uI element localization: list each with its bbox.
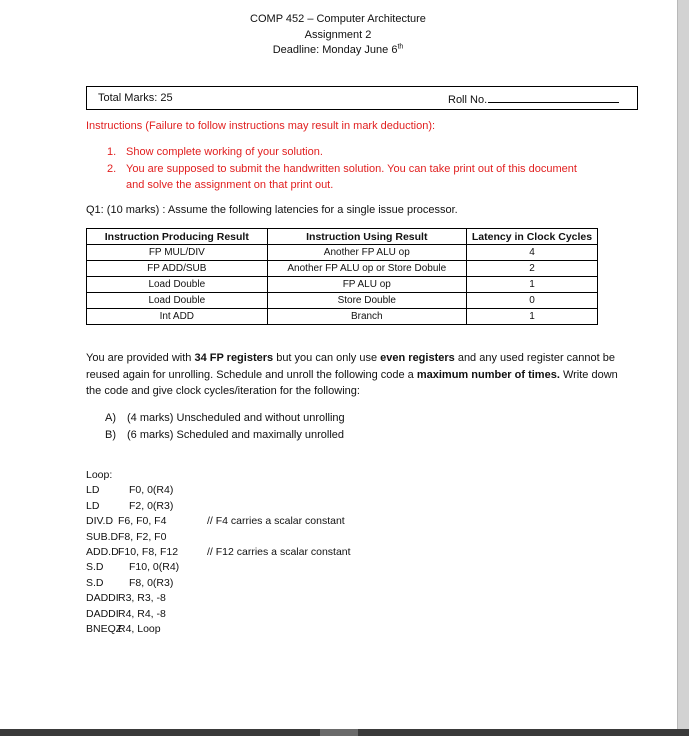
instruction-item xyxy=(107,144,587,161)
para-text-4: Write down the code and give clock cycles/iteration for the following: xyxy=(86,368,618,397)
code-op: LD xyxy=(86,484,100,497)
cell-using: FP ALU op xyxy=(267,277,466,293)
para-bold-registers: 34 FP registers xyxy=(194,352,274,364)
table-header-row xyxy=(87,229,598,245)
cell-producing: FP ADD/SUB xyxy=(87,261,268,277)
instruction-num: 2. xyxy=(107,162,117,175)
code-args: F6, F0, F4 xyxy=(118,515,167,528)
code-args: R3, R3, -8 xyxy=(118,592,166,605)
code-comment: // F12 carries a scalar constant xyxy=(207,545,351,558)
table-row xyxy=(87,293,598,309)
course-title: COMP 452 – Computer Architecture xyxy=(250,13,426,25)
taskbar xyxy=(0,729,689,736)
table-row xyxy=(87,277,598,293)
para-text-2: but you can only use xyxy=(273,352,381,364)
para-text-3: and any used register cannot be reused again for unrolling. Schedule and unroll the following code a xyxy=(86,352,615,381)
cell-using: Another FP ALU op or Store Dobule xyxy=(267,261,466,277)
code-args: F8, F2, F0 xyxy=(118,530,167,543)
code-op: DIV.D xyxy=(86,515,114,528)
code-comment: // F4 carries a scalar constant xyxy=(207,515,345,528)
cell-latency: 1 xyxy=(466,309,597,325)
header-using: Instruction Using Result xyxy=(267,229,466,245)
code-args: F2, 0(R3) xyxy=(129,499,174,512)
cell-latency: 2 xyxy=(466,261,597,277)
subquestion-item xyxy=(105,410,345,427)
deadline xyxy=(0,44,676,56)
para-text-1: You are provided with xyxy=(86,352,195,364)
instruction-num: 1. xyxy=(107,146,117,158)
header-producing: Instruction Producing Result xyxy=(87,229,268,245)
code-op: SUB.D xyxy=(86,530,119,543)
para-bold-even: even registers xyxy=(380,352,455,364)
assignment-title: Assignment 2 xyxy=(304,29,372,41)
loop-label: Loop: xyxy=(86,469,113,481)
cell-latency: 4 xyxy=(466,245,597,261)
code-args: F0, 0(R4) xyxy=(129,484,174,497)
code-args: F10, 0(R4) xyxy=(129,561,180,574)
code-op: BNEQZ xyxy=(86,622,123,635)
subquestions-list xyxy=(105,410,345,443)
code-op: LD xyxy=(86,499,100,512)
code-op: DADDI xyxy=(86,592,119,605)
table-row xyxy=(87,309,598,325)
taskbar-item[interactable] xyxy=(320,729,358,736)
roll-label: Roll No. xyxy=(448,94,488,106)
question-1-prompt: Q1: (10 marks) : Assume the following latencies for a single issue processor. xyxy=(86,204,458,216)
subquestion-text: (6 marks) Scheduled and maximally unrolled xyxy=(127,428,345,441)
instruction-text: You are supposed to submit the handwritten solution. You can take print out of this document and solve the assignment on that print out. xyxy=(126,162,577,191)
table-row xyxy=(87,245,598,261)
code-args: F8, 0(R3) xyxy=(129,576,174,589)
cell-using: Another FP ALU op xyxy=(267,245,466,261)
code-op: ADD.D xyxy=(86,545,119,558)
cell-producing: Load Double xyxy=(87,277,268,293)
code-args: R4, R4, -8 xyxy=(118,607,166,620)
instruction-text: Show complete working of your solution. xyxy=(126,146,323,158)
latency-table xyxy=(86,228,598,325)
subquestion-num: A) xyxy=(105,412,116,424)
instruction-item xyxy=(107,161,587,194)
deadline-sup: th xyxy=(397,43,404,51)
cell-producing: FP MUL/DIV xyxy=(87,245,268,261)
subquestion-num: B) xyxy=(105,428,116,441)
roll-blank-line xyxy=(488,92,619,103)
code-args: F10, F8, F12 xyxy=(118,545,179,558)
instructions-list xyxy=(107,144,587,194)
question-description xyxy=(86,350,621,400)
header-latency: Latency in Clock Cycles xyxy=(466,229,597,245)
subquestion-text: (4 marks) Unscheduled and without unrolling xyxy=(127,412,345,424)
cell-latency: 1 xyxy=(466,277,597,293)
cell-using: Branch xyxy=(267,309,466,325)
deadline-text: Deadline: Monday June 6 xyxy=(272,44,398,56)
cell-latency: 0 xyxy=(466,293,597,309)
vertical-scrollbar[interactable] xyxy=(677,0,689,736)
cell-producing: Load Double xyxy=(87,293,268,309)
code-op: DADDI xyxy=(86,607,119,620)
instructions-title: Instructions (Failure to follow instructions may result in mark deduction): xyxy=(86,120,436,132)
marks-box xyxy=(86,86,638,110)
para-bold-maximum: maximum number of times. xyxy=(416,368,560,381)
total-marks: Total Marks: 25 xyxy=(98,92,173,104)
code-args: R4, Loop xyxy=(118,622,161,635)
subquestion-item xyxy=(105,427,345,444)
code-op: S.D xyxy=(86,561,104,574)
cell-using: Store Double xyxy=(267,293,466,309)
code-op: S.D xyxy=(86,576,104,589)
roll-number xyxy=(448,92,619,106)
table-row xyxy=(87,261,598,277)
cell-producing: Int ADD xyxy=(87,309,268,325)
